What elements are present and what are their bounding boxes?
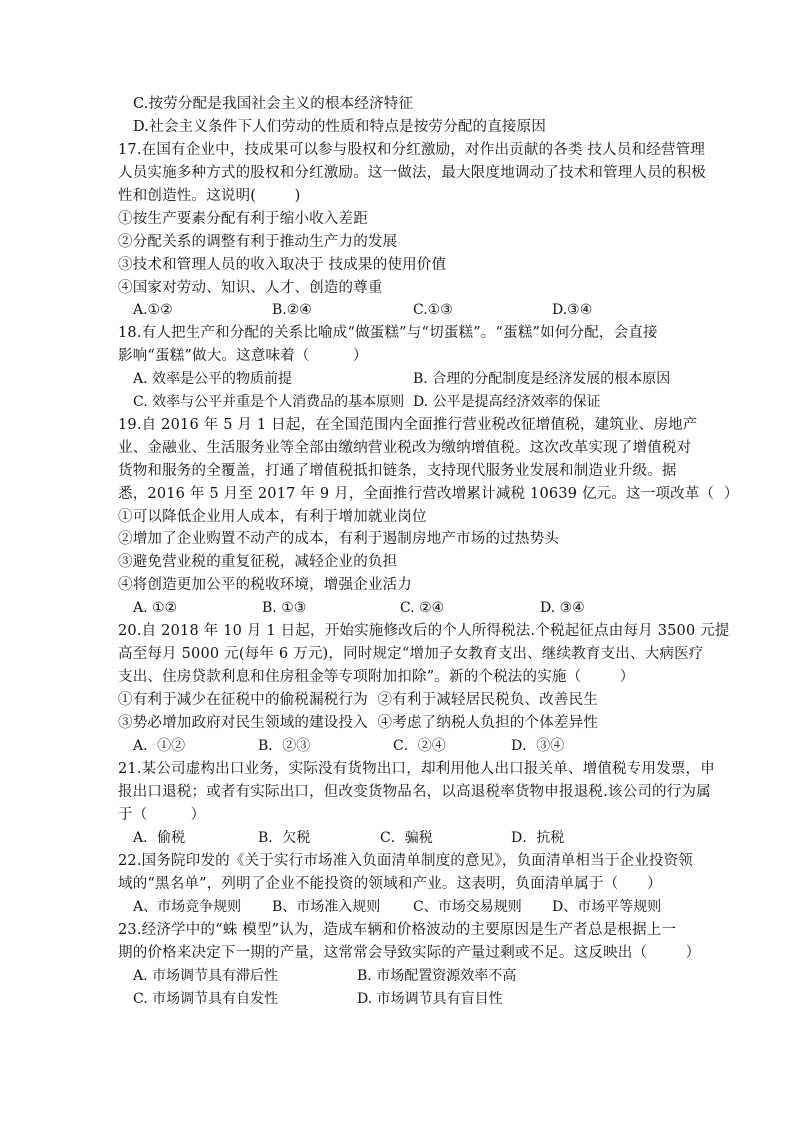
q20-option-b: B．②③ (258, 738, 311, 754)
q17-stem: 人员实施多种方式的股权和分红激励。这一做法，最大限度地调动了技术和管理人员的积极 (118, 165, 706, 181)
q23-option-c: C. 市场调节具有自发性 (133, 991, 279, 1007)
q20-stem: 支出、住房贷款利息和住房租金等专项附加扣除”。新的个税法的实施（ ） (118, 669, 635, 685)
q20-stem: 高至每月 5000 元(每年 6 万元)，同时规定“增加子女教育支出、继续教育支出、大病医疗 (118, 646, 704, 662)
q18-option-b: B. 合理的分配制度是经济发展的根本原因 (413, 371, 671, 387)
q19-option-c: C. ②④ (400, 600, 445, 616)
q16-option-c: C.按劳分配是我国社会主义的根本经济特征 (133, 96, 414, 112)
q23-stem: 期的价格来决定下一期的产量，这常常会导致实际的产量过剩或不足。这反映出（ ） (118, 945, 701, 961)
q17-statement: ①按生产要素分配有利于缩小收入差距 (118, 211, 368, 227)
q18-stem: 18.有人把生产和分配的关系比喻成“做蛋糕”与“切蛋糕”。“蛋糕”如何分配，会直接 (118, 325, 658, 341)
q19-statement: ③避免营业税的重复征税，减轻企业的负担 (118, 554, 398, 570)
q18-option-d: D. 公平是提高经济效率的保证 (413, 394, 601, 410)
q22-stem: 22.国务院印发的《关于实行市场准入负面清单制度的意见》，负面清单相当于企业投资领 (118, 853, 694, 869)
q20-option-a: A．①② (133, 738, 186, 754)
q17-statement: ②分配关系的调整有利于推动生产力的发展 (118, 234, 398, 250)
q21-option-c: C．骗税 (380, 830, 433, 846)
q17-statement: ③技术和管理人员的收入取决于 技成果的使用价值 (118, 257, 447, 273)
q17-option-c: C.①③ (413, 302, 453, 318)
q21-stem: 报出口退税；或者有实际出口，但改变货物品名，以高退税率货物申报退税.该公司的行为属 (118, 784, 711, 800)
q17-option-b: B.②④ (272, 302, 312, 318)
q17-statement: ④国家对劳动、知识、人才、创造的尊重 (118, 280, 383, 296)
q18-option-c: C. 效率与公平并重是个人消费品的基本原则 (133, 394, 405, 410)
q23-stem: 23.经济学中的“蛛 模型”认为，造成车辆和价格波动的主要原因是生产者总是根据上一 (118, 922, 677, 938)
q20-option-d: D．③④ (511, 738, 565, 754)
q18-stem: 影响“蛋糕”做大。这意味着（ ） (118, 348, 368, 364)
q22-option-a: A、市场竞争规则 (133, 899, 242, 915)
q17-option-a: A.①② (133, 302, 173, 318)
q19-statement: ②增加了企业购置不动产的成本，有利于遏制房地产市场的过热势头 (118, 531, 559, 547)
q19-option-b: B. ①③ (262, 600, 307, 616)
q21-option-d: D．抗税 (511, 830, 565, 846)
q18-option-a: A. 效率是公平的物质前提 (133, 371, 293, 387)
q20-option-c: C．②④ (393, 738, 446, 754)
q19-stem: 19.自 2016 年 5 月 1 日起，在全国范围内全面推行营业税改征增值税，建筑业、房地产 (118, 417, 698, 433)
q20-statement: ③势必增加政府对民生领域的建设投入 ④考虑了纳税人负担的个体差异性 (118, 715, 599, 731)
q21-stem: 21.某公司虚构出口业务，实际没有货物出口，却利用他人出口报关单、增值税专用发票，申 (118, 761, 715, 777)
q19-statement: ④将创造更加公平的税收环境，增强企业活力 (118, 577, 412, 593)
q19-stem: 货物和服务的全覆盖，打通了增值税抵扣链条，支持现代服务业发展和制造业升级。据 (118, 463, 677, 479)
q19-option-a: A. ①② (133, 600, 178, 616)
q21-stem: 于（ ） (118, 807, 206, 823)
q19-statement: ①可以降低企业用人成本，有利于增加就业岗位 (118, 509, 427, 525)
q16-option-d: D.社会主义条件下人们劳动的性质和特点是按劳分配的直接原因 (133, 119, 547, 135)
q17-stem: 17.在国有企业中，技成果可以参与股权和分红激励，对作出贡献的各类 技人员和经营管理 (118, 142, 706, 158)
q23-option-b: B. 市场配置资源效率不高 (357, 968, 517, 984)
q21-option-a: A．偷税 (133, 830, 186, 846)
q17-stem: 性和创造性。这说明( ) (118, 188, 301, 204)
q22-option-d: D、市场平等规则 (552, 899, 662, 915)
q22-stem: 域的“黑名单”，列明了企业不能投资的领域和产业。这表明，负面清单属于（ ） (118, 876, 662, 892)
q17-option-d: D.③④ (552, 302, 593, 318)
q23-option-a: A. 市场调节具有滞后性 (133, 968, 279, 984)
q19-stem: 悉，2016 年 5 月至 2017 年 9 月，全面推行营改增累计减税 10639 亿元。这一项改革（ ） (118, 486, 739, 502)
q20-statement: ①有利于减少在征税中的偷税漏税行为 ②有利于减轻居民税负、改善民生 (118, 692, 599, 708)
q22-option-c: C、市场交易规则 (413, 899, 522, 915)
q22-option-b: B、市场准入规则 (272, 899, 381, 915)
q20-stem: 20.自 2018 年 10 月 1 日起，开始实施修改后的个人所得税法.个税起征点由每月 3500 元提 (118, 623, 730, 639)
q19-option-d: D. ③④ (540, 600, 585, 616)
q23-option-d: D. 市场调节具有盲目性 (357, 991, 503, 1007)
q21-option-b: B．欠税 (258, 830, 311, 846)
q19-stem: 业、金融业、生活服务业等全部由缴纳营业税改为缴纳增值税。这次改革实现了增值税对 (118, 440, 692, 456)
